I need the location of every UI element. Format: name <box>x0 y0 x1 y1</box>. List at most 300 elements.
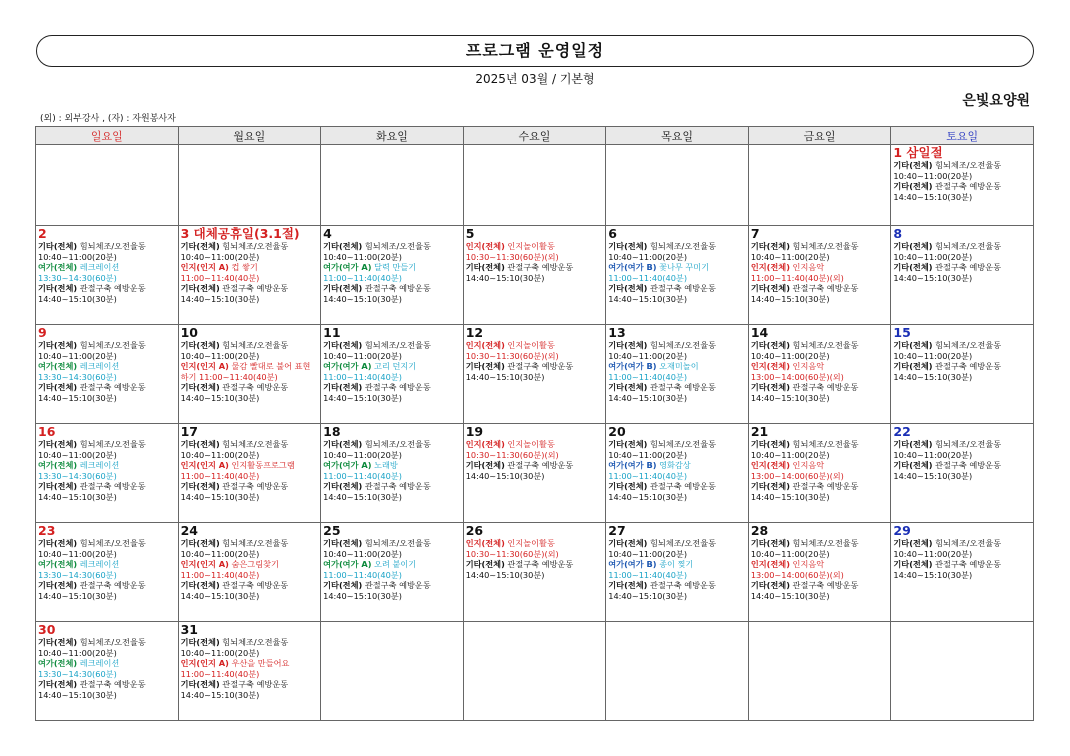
activity-category: 기타(전체) <box>38 283 78 294</box>
activity-entry <box>38 439 176 460</box>
activity-category: 인지(인지 A) <box>180 658 229 669</box>
day-cell <box>321 523 464 622</box>
activity-category: 기타(전체) <box>38 580 78 591</box>
activity-detail: 오재미놀이 11:00~11:40(40분) <box>608 361 699 382</box>
activity-detail: 힘뇌체조/오전율동 10:40~11:00(20분) <box>750 439 859 460</box>
activity-entry <box>38 460 176 481</box>
activity-category: 기타(전체) <box>180 283 220 294</box>
activity-entry <box>323 340 461 361</box>
activity-category: 여가(여가 B) <box>608 559 657 570</box>
activity-entry <box>323 538 461 559</box>
activity-entry <box>466 538 604 559</box>
day-cell <box>36 325 179 424</box>
empty-day-cell <box>321 622 464 721</box>
activity-category: 인지(인지 A) <box>180 361 229 372</box>
activity-entry <box>608 361 746 382</box>
empty-day-cell <box>748 145 891 226</box>
activity-entry <box>751 241 889 262</box>
activity-entry <box>893 361 1031 382</box>
activity-category: 기타(전체) <box>608 580 648 591</box>
activity-entry <box>181 262 319 283</box>
activity-entry <box>181 460 319 481</box>
week-row <box>36 622 1034 721</box>
activity-detail: 힘뇌체조/오전율동 10:40~11:00(20분) <box>38 241 146 262</box>
activity-entry <box>466 559 604 580</box>
activity-category: 인지(전체) <box>750 262 790 273</box>
activity-detail: 관절구축 예방운동 14:40~15:10(30분) <box>180 580 289 601</box>
activity-category: 기타(전체) <box>323 580 363 591</box>
activity-entry <box>893 538 1031 559</box>
page-title: 프로그램 운영일정 <box>36 35 1034 67</box>
activity-entry <box>181 361 319 382</box>
activity-detail: 레크레이션 13:30~14:30(60분) <box>38 559 120 580</box>
activity-category: 인지(전체) <box>465 538 505 548</box>
day-number: 26 <box>465 523 484 538</box>
schedule-subtitle: 2025년 03월 / 기본형 <box>475 72 595 86</box>
activity-detail: 관절구축 예방운동 14:40~15:10(30분) <box>893 262 1001 283</box>
day-number: 8 <box>893 226 903 241</box>
activity-detail: 관절구축 예방운동 14:40~15:10(30분) <box>893 559 1001 580</box>
activity-entry <box>323 283 461 304</box>
day-number: 9 <box>38 325 47 340</box>
activity-category: 기타(전체) <box>608 283 648 294</box>
day-number: 14 <box>750 325 769 340</box>
activity-entry <box>323 559 461 580</box>
activity-category: 기타(전체) <box>608 538 648 548</box>
activity-detail: 힘뇌체조/오전율동 10:40~11:00(20분) <box>323 439 431 460</box>
activity-entry <box>608 460 746 481</box>
day-cell <box>463 325 606 424</box>
activity-entry <box>38 538 176 559</box>
day-cell <box>463 523 606 622</box>
day-cell <box>178 325 321 424</box>
activity-detail: 힘뇌체조/오전율동 10:40~11:00(20분) <box>893 439 1002 460</box>
activity-detail: 관절구축 예방운동 14:40~15:10(30분) <box>323 580 431 601</box>
activity-entry <box>181 241 319 262</box>
activity-entry <box>181 340 319 361</box>
week-row <box>36 145 1034 226</box>
activity-detail: 관절구축 예방운동 14:40~15:10(30분) <box>750 481 859 502</box>
activity-detail: 힘뇌체조/오전율동 10:40~11:00(20분) <box>323 538 431 559</box>
activity-entry <box>893 241 1031 262</box>
activity-category: 기타(전체) <box>893 340 933 350</box>
activity-detail: 관절구축 예방운동 14:40~15:10(30분) <box>465 361 574 382</box>
day-number: 17 <box>180 424 198 439</box>
activity-category: 기타(전체) <box>465 361 505 372</box>
day-header <box>608 227 746 241</box>
day-cell <box>463 424 606 523</box>
activity-detail: 관절구축 예방운동 14:40~15:10(30분) <box>750 382 859 403</box>
activity-entry <box>38 241 176 262</box>
activity-category: 기타(전체) <box>180 439 220 449</box>
activity-detail: 힘뇌체조/오전율동 10:40~11:00(20분) <box>608 340 717 361</box>
activity-entry <box>608 481 746 502</box>
activity-category: 여가(여가 B) <box>608 361 657 372</box>
day-number: 21 <box>750 424 769 439</box>
activity-entry <box>181 283 319 304</box>
activity-category: 기타(전체) <box>323 481 363 492</box>
day-cell <box>178 424 321 523</box>
activity-detail: 인지놀이활동 10:30~11:30(60분)(외) <box>465 439 559 460</box>
activity-category: 여가(여가 A) <box>323 361 372 372</box>
activity-category: 기타(전체) <box>750 241 790 251</box>
day-cell <box>36 622 179 721</box>
activity-entry <box>466 460 604 481</box>
day-header <box>181 623 319 637</box>
activity-category: 여가(여가 B) <box>608 262 657 273</box>
day-header <box>608 425 746 439</box>
activity-detail: 인지놀이활동 10:30~11:30(60분)(외) <box>465 538 559 559</box>
activity-detail: 인지놀이활동 10:30~11:30(60분)(외) <box>465 241 559 262</box>
holiday-label: 삼일절 <box>902 145 943 160</box>
activity-entry <box>466 340 604 361</box>
empty-day-cell <box>321 145 464 226</box>
activity-entry <box>608 340 746 361</box>
activity-category: 여가(여가 B) <box>608 460 657 471</box>
activity-detail: 레크레이션 13:30~14:30(60분) <box>38 262 120 283</box>
activity-category: 기타(전체) <box>893 460 933 471</box>
activity-detail: 꽃나무 꾸미기 11:00~11:40(40분) <box>608 262 710 283</box>
day-number: 20 <box>608 424 626 439</box>
day-cell <box>748 523 891 622</box>
activity-category: 기타(전체) <box>608 382 648 393</box>
activity-entry <box>323 241 461 262</box>
activity-entry <box>893 262 1031 283</box>
activity-category: 기타(전체) <box>38 439 78 449</box>
day-number: 2 <box>38 226 47 241</box>
empty-day-cell <box>748 622 891 721</box>
activity-entry <box>323 382 461 403</box>
activity-detail: 힘뇌체조/오전율동 10:40~11:00(20분) <box>608 439 717 460</box>
activity-entry <box>751 580 889 601</box>
activity-detail: 관절구축 예방운동 14:40~15:10(30분) <box>608 481 716 502</box>
day-cell <box>463 226 606 325</box>
activity-detail: 관절구축 예방운동 14:40~15:10(30분) <box>323 481 431 502</box>
activity-category: 기타(전체) <box>38 481 78 492</box>
activity-category: 기타(전체) <box>38 241 78 251</box>
activity-entry <box>181 637 319 658</box>
activity-entry <box>38 658 176 679</box>
day-header <box>323 227 461 241</box>
activity-category: 기타(전체) <box>750 340 790 350</box>
legend-note: (외) : 외부강사 , (자) : 자원봉사자 <box>40 114 176 124</box>
activity-entry <box>893 340 1031 361</box>
activity-entry <box>181 382 319 403</box>
activity-detail: 관절구축 예방운동 14:40~15:10(30분) <box>465 559 574 580</box>
activity-category: 기타(전체) <box>893 361 933 372</box>
activity-entry <box>466 439 604 460</box>
activity-category: 기타(전체) <box>38 340 78 350</box>
day-number: 24 <box>180 523 198 538</box>
activity-category: 여가(전체) <box>38 262 78 273</box>
activity-category: 기타(전체) <box>893 262 933 273</box>
activity-entry <box>181 439 319 460</box>
day-header <box>466 227 604 241</box>
day-number: 13 <box>608 325 626 340</box>
day-header <box>751 326 889 340</box>
activity-category: 기타(전체) <box>893 439 933 449</box>
activity-category: 기타(전체) <box>180 241 220 251</box>
activity-category: 인지(전체) <box>465 439 505 449</box>
activity-category: 기타(전체) <box>465 460 505 471</box>
activity-category: 기타(전체) <box>750 580 790 591</box>
day-header <box>181 425 319 439</box>
day-header <box>181 227 319 241</box>
activity-detail: 인지음악 13:00~14:00(60분)(외) <box>750 460 844 481</box>
activity-category: 기타(전체) <box>608 241 648 251</box>
day-cell <box>891 424 1034 523</box>
day-number: 16 <box>38 424 56 439</box>
activity-category: 기타(전체) <box>323 241 363 251</box>
activity-detail: 인지음악 11:00~11:40(40분)(외) <box>750 262 844 283</box>
activity-detail: 레크레이션 13:30~14:30(60분) <box>38 361 120 382</box>
day-number: 29 <box>893 523 911 538</box>
day-number: 12 <box>465 325 484 340</box>
activity-category: 기타(전체) <box>323 538 363 548</box>
activity-entry <box>608 283 746 304</box>
activity-category: 기타(전체) <box>38 679 78 690</box>
day-cell <box>748 424 891 523</box>
activity-entry <box>608 262 746 283</box>
weekday-sat: 토요일 <box>891 127 1034 145</box>
activity-detail: 종이 찢기 11:00~11:40(40분) <box>608 559 694 580</box>
activity-entry <box>38 559 176 580</box>
activity-detail: 관절구축 예방운동 14:40~15:10(30분) <box>465 262 574 283</box>
activity-entry <box>893 439 1031 460</box>
activity-category: 기타(전체) <box>893 241 933 251</box>
activity-entry <box>38 361 176 382</box>
day-number: 23 <box>38 523 56 538</box>
activity-category: 여가(전체) <box>38 361 78 372</box>
activity-detail: 관절구축 예방운동 14:40~15:10(30분) <box>180 679 289 700</box>
activity-category: 기타(전체) <box>323 283 363 294</box>
day-number: 25 <box>323 523 341 538</box>
activity-category: 기타(전체) <box>750 382 790 393</box>
weekday-header-row <box>36 127 1034 145</box>
day-number: 7 <box>750 226 760 241</box>
day-cell <box>606 226 749 325</box>
activity-entry <box>38 382 176 403</box>
day-cell <box>891 145 1034 226</box>
activity-entry <box>751 538 889 559</box>
activity-category: 인지(전체) <box>750 460 790 471</box>
activity-category: 여가(전체) <box>38 559 78 570</box>
activity-detail: 관절구축 예방운동 14:40~15:10(30분) <box>608 580 716 601</box>
activity-detail: 힘뇌체조/오전율동 10:40~11:00(20분) <box>750 538 859 559</box>
activity-category: 기타(전체) <box>750 538 790 548</box>
activity-detail: 힘뇌체조/오전율동 10:40~11:00(20분) <box>608 241 717 262</box>
weekday-tue: 화요일 <box>321 127 464 145</box>
day-number: 4 <box>323 226 332 241</box>
weekday-fri: 금요일 <box>748 127 891 145</box>
activity-entry <box>323 580 461 601</box>
day-header <box>323 326 461 340</box>
activity-entry <box>751 481 889 502</box>
activity-entry <box>751 340 889 361</box>
activity-category: 기타(전체) <box>750 481 790 492</box>
day-number: 6 <box>608 226 617 241</box>
day-cell <box>606 325 749 424</box>
activity-entry <box>751 283 889 304</box>
activity-entry <box>38 679 176 700</box>
activity-entry <box>38 340 176 361</box>
activity-detail: 관절구축 예방운동 14:40~15:10(30분) <box>323 382 431 403</box>
activity-detail: 힘뇌체조/오전율동 10:40~11:00(20분) <box>38 439 146 460</box>
activity-entry <box>181 481 319 502</box>
empty-day-cell <box>463 622 606 721</box>
activity-detail: 우산을 만들어요 11:00~11:40(40분) <box>180 658 290 679</box>
activity-entry <box>608 538 746 559</box>
activity-detail: 관절구축 예방운동 14:40~15:10(30분) <box>180 283 289 304</box>
week-row <box>36 424 1034 523</box>
day-cell <box>606 424 749 523</box>
empty-day-cell <box>36 145 179 226</box>
activity-detail: 힘뇌체조/오전율동 10:40~11:00(20분) <box>750 340 859 361</box>
activity-entry <box>751 559 889 580</box>
day-header <box>181 524 319 538</box>
activity-detail: 힘뇌체조/오전율동 10:40~11:00(20분) <box>893 160 1002 181</box>
activity-entry <box>181 538 319 559</box>
empty-day-cell <box>463 145 606 226</box>
activity-category: 인지(전체) <box>750 559 790 570</box>
day-number: 11 <box>323 325 341 340</box>
activity-detail: 물감 빨대로 불어 표현하기 11:00~11:40(40분) <box>180 361 311 382</box>
day-header <box>466 425 604 439</box>
activity-detail: 관절구축 예방운동 14:40~15:10(30분) <box>893 361 1001 382</box>
activity-category: 기타(전체) <box>750 283 790 294</box>
day-number: 22 <box>893 424 911 439</box>
activity-detail: 관절구축 예방운동 14:40~15:10(30분) <box>750 580 859 601</box>
activity-category: 인지(인지 A) <box>180 559 229 570</box>
activity-entry <box>323 361 461 382</box>
activity-detail: 숨은그림찾기 11:00~11:40(40분) <box>180 559 279 580</box>
day-header <box>38 326 176 340</box>
activity-entry <box>751 439 889 460</box>
day-header <box>751 524 889 538</box>
activity-detail: 레크레이션 13:30~14:30(60분) <box>38 460 120 481</box>
activity-category: 기타(전체) <box>180 481 220 492</box>
activity-category: 기타(전체) <box>893 160 933 170</box>
activity-detail: 인지음악 13:00~14:00(60분)(외) <box>750 559 844 580</box>
activity-category: 여가(여가 A) <box>323 262 372 273</box>
empty-day-cell <box>606 145 749 226</box>
week-row <box>36 325 1034 424</box>
activity-detail: 힘뇌체조/오전율동 10:40~11:00(20분) <box>38 538 146 559</box>
day-cell <box>178 622 321 721</box>
activity-entry <box>893 559 1031 580</box>
activity-detail: 관절구축 예방운동 14:40~15:10(30분) <box>180 382 289 403</box>
activity-category: 기타(전체) <box>180 340 220 350</box>
activity-detail: 인지놀이활동 10:30~11:30(60분)(외) <box>465 340 559 361</box>
activity-entry <box>608 241 746 262</box>
activity-category: 기타(전체) <box>180 580 220 591</box>
empty-day-cell <box>891 622 1034 721</box>
activity-category: 기타(전체) <box>465 262 505 273</box>
activity-entry <box>466 241 604 262</box>
day-cell <box>36 424 179 523</box>
activity-entry <box>181 580 319 601</box>
day-number: 19 <box>465 424 484 439</box>
day-number: 15 <box>893 325 911 340</box>
activity-entry <box>466 262 604 283</box>
activity-category: 인지(인지 A) <box>180 460 229 471</box>
activity-detail: 힘뇌체조/오전율동 10:40~11:00(20분) <box>893 538 1002 559</box>
activity-detail: 힘뇌체조/오전율동 10:40~11:00(20분) <box>323 340 431 361</box>
weekday-mon: 월요일 <box>178 127 321 145</box>
activity-category: 기타(전체) <box>465 559 505 570</box>
activity-entry <box>608 382 746 403</box>
day-header <box>466 326 604 340</box>
day-header <box>323 425 461 439</box>
day-cell <box>36 226 179 325</box>
day-cell <box>891 325 1034 424</box>
activity-detail: 관절구축 예방운동 14:40~15:10(30분) <box>38 679 146 700</box>
day-number: 18 <box>323 424 341 439</box>
activity-detail: 힘뇌체조/오전율동 10:40~11:00(20분) <box>180 538 289 559</box>
activity-entry <box>38 637 176 658</box>
activity-category: 여가(여가 A) <box>323 559 372 570</box>
activity-category: 기타(전체) <box>180 637 220 647</box>
holiday-label: 대체공휴일(3.1절) <box>189 226 300 241</box>
empty-day-cell <box>178 145 321 226</box>
day-header <box>38 227 176 241</box>
activity-entry <box>323 439 461 460</box>
organization-name: 은빛요양원 <box>962 93 1030 109</box>
activity-entry <box>608 439 746 460</box>
day-cell <box>178 226 321 325</box>
day-cell <box>321 424 464 523</box>
activity-entry <box>608 559 746 580</box>
day-cell <box>891 523 1034 622</box>
activity-category: 기타(전체) <box>38 382 78 393</box>
day-number: 30 <box>38 622 56 637</box>
activity-category: 기타(전체) <box>180 679 220 690</box>
activity-category: 기타(전체) <box>893 181 933 192</box>
activity-detail: 힘뇌체조/오전율동 10:40~11:00(20분) <box>323 241 431 262</box>
activity-category: 인지(전체) <box>465 340 505 350</box>
activity-detail: 레크레이션 13:30~14:30(60분) <box>38 658 120 679</box>
activity-entry <box>323 460 461 481</box>
day-number: 3 <box>180 226 190 241</box>
activity-detail: 오려 붙이기 11:00~11:40(40분) <box>323 559 417 580</box>
day-cell <box>606 523 749 622</box>
activity-entry <box>466 361 604 382</box>
activity-entry <box>751 460 889 481</box>
activity-entry <box>181 658 319 679</box>
activity-category: 기타(전체) <box>608 481 648 492</box>
day-header <box>893 524 1031 538</box>
activity-category: 기타(전체) <box>608 340 648 350</box>
activity-category: 기타(전체) <box>323 439 363 449</box>
day-cell <box>891 226 1034 325</box>
day-number: 28 <box>750 523 769 538</box>
activity-detail: 인지음악 13:00~14:00(60분)(외) <box>750 361 844 382</box>
activity-entry <box>751 262 889 283</box>
activity-detail: 관절구축 예방운동 14:40~15:10(30분) <box>608 283 716 304</box>
activity-entry <box>608 580 746 601</box>
activity-category: 인지(전체) <box>750 361 790 372</box>
activity-entry <box>38 481 176 502</box>
day-cell <box>321 325 464 424</box>
activity-category: 기타(전체) <box>893 538 933 548</box>
activity-detail: 힘뇌체조/오전율동 10:40~11:00(20분) <box>180 439 289 460</box>
activity-entry <box>893 181 1031 202</box>
activity-detail: 관절구축 예방운동 14:40~15:10(30분) <box>465 460 574 481</box>
activity-entry <box>751 382 889 403</box>
activity-detail: 관절구축 예방운동 14:40~15:10(30분) <box>38 481 146 502</box>
activity-category: 인지(인지 A) <box>180 262 229 273</box>
activity-detail: 힘뇌체조/오전율동 10:40~11:00(20분) <box>38 637 146 658</box>
